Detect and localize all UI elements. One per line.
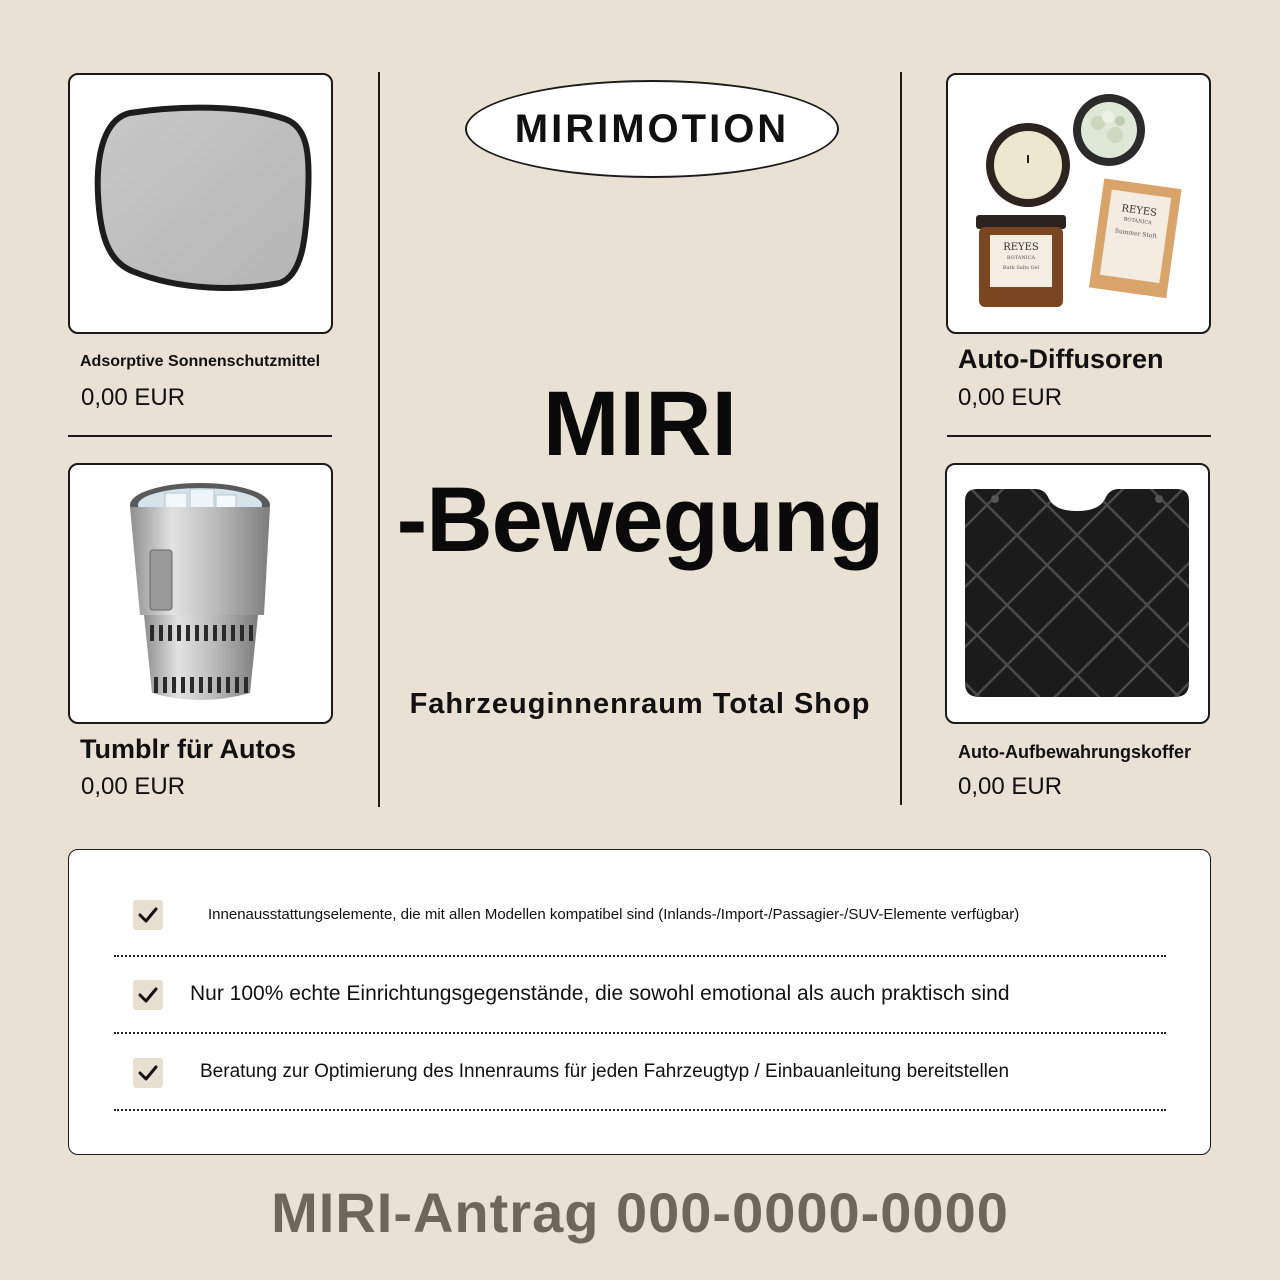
feature-text: Beratung zur Optimierung des Innenraums für jeden Fahrzeugtyp / Einbauanleitung bereitstellen (200, 1061, 1010, 1082)
product-price: 0,00 EUR (958, 384, 1063, 411)
product-image-storage[interactable] (945, 463, 1210, 724)
dotted-divider (114, 955, 1166, 957)
check-icon (133, 980, 163, 1010)
product-name[interactable]: Adsorptive Sonnenschutzmittel (80, 353, 321, 370)
product-name[interactable]: Auto-Diffusoren (958, 344, 1164, 374)
features-panel (68, 849, 1211, 1155)
dotted-divider (114, 1032, 1166, 1034)
svg-text:BOTANICA: BOTANICA (1123, 216, 1153, 227)
storage-case-icon (947, 465, 1208, 722)
product-price: 0,00 EUR (81, 773, 186, 800)
tumbler-icon (70, 465, 331, 722)
svg-text:REYES: REYES (1003, 242, 1039, 253)
product-price: 0,00 EUR (81, 384, 186, 411)
hero-title-line2: -Bewegung (396, 469, 884, 571)
svg-text:Summer Stoft: Summer Stoft (1114, 227, 1158, 241)
svg-text:BOTANICA: BOTANICA (1006, 255, 1036, 261)
brand-name: MIRIMOTION (514, 106, 790, 151)
feature-text: Nur 100% echte Einrichtungsgegenstände, die sowohl emotional als auch praktisch sind (190, 982, 1010, 1005)
check-icon (133, 900, 163, 930)
product-price: 0,00 EUR (958, 773, 1063, 800)
svg-text:REYES: REYES (1120, 203, 1158, 219)
hero-title-line1: MIRI (542, 373, 738, 475)
product-name[interactable]: Tumblr für Autos (80, 734, 296, 764)
product-name[interactable]: Auto-Aufbewahrungskoffer (958, 742, 1191, 762)
feature-text: Innenausstattungselemente, die mit allen Modellen kompatibel sind (Inlands-/Import-/Passagier-/SUV-Elemente verfügbar) (208, 906, 1020, 923)
left-row-divider (68, 435, 332, 437)
product-image-tumbler[interactable] (68, 463, 333, 724)
product-image-diffusers[interactable] (946, 73, 1211, 334)
footer-contact[interactable]: MIRI-Antrag 000-0000-0000 (271, 1181, 1009, 1244)
sunshade-icon (70, 75, 331, 332)
candles-icon (948, 75, 1209, 332)
check-icon (133, 1058, 163, 1088)
right-row-divider (947, 435, 1211, 437)
dotted-divider (114, 1109, 1166, 1111)
brand-badge (465, 80, 839, 178)
svg-text:Bath Salts Gel: Bath Salts Gel (1002, 265, 1040, 271)
product-image-sunshade[interactable] (68, 73, 333, 334)
tagline: Fahrzeuginnenraum Total Shop (409, 688, 871, 720)
